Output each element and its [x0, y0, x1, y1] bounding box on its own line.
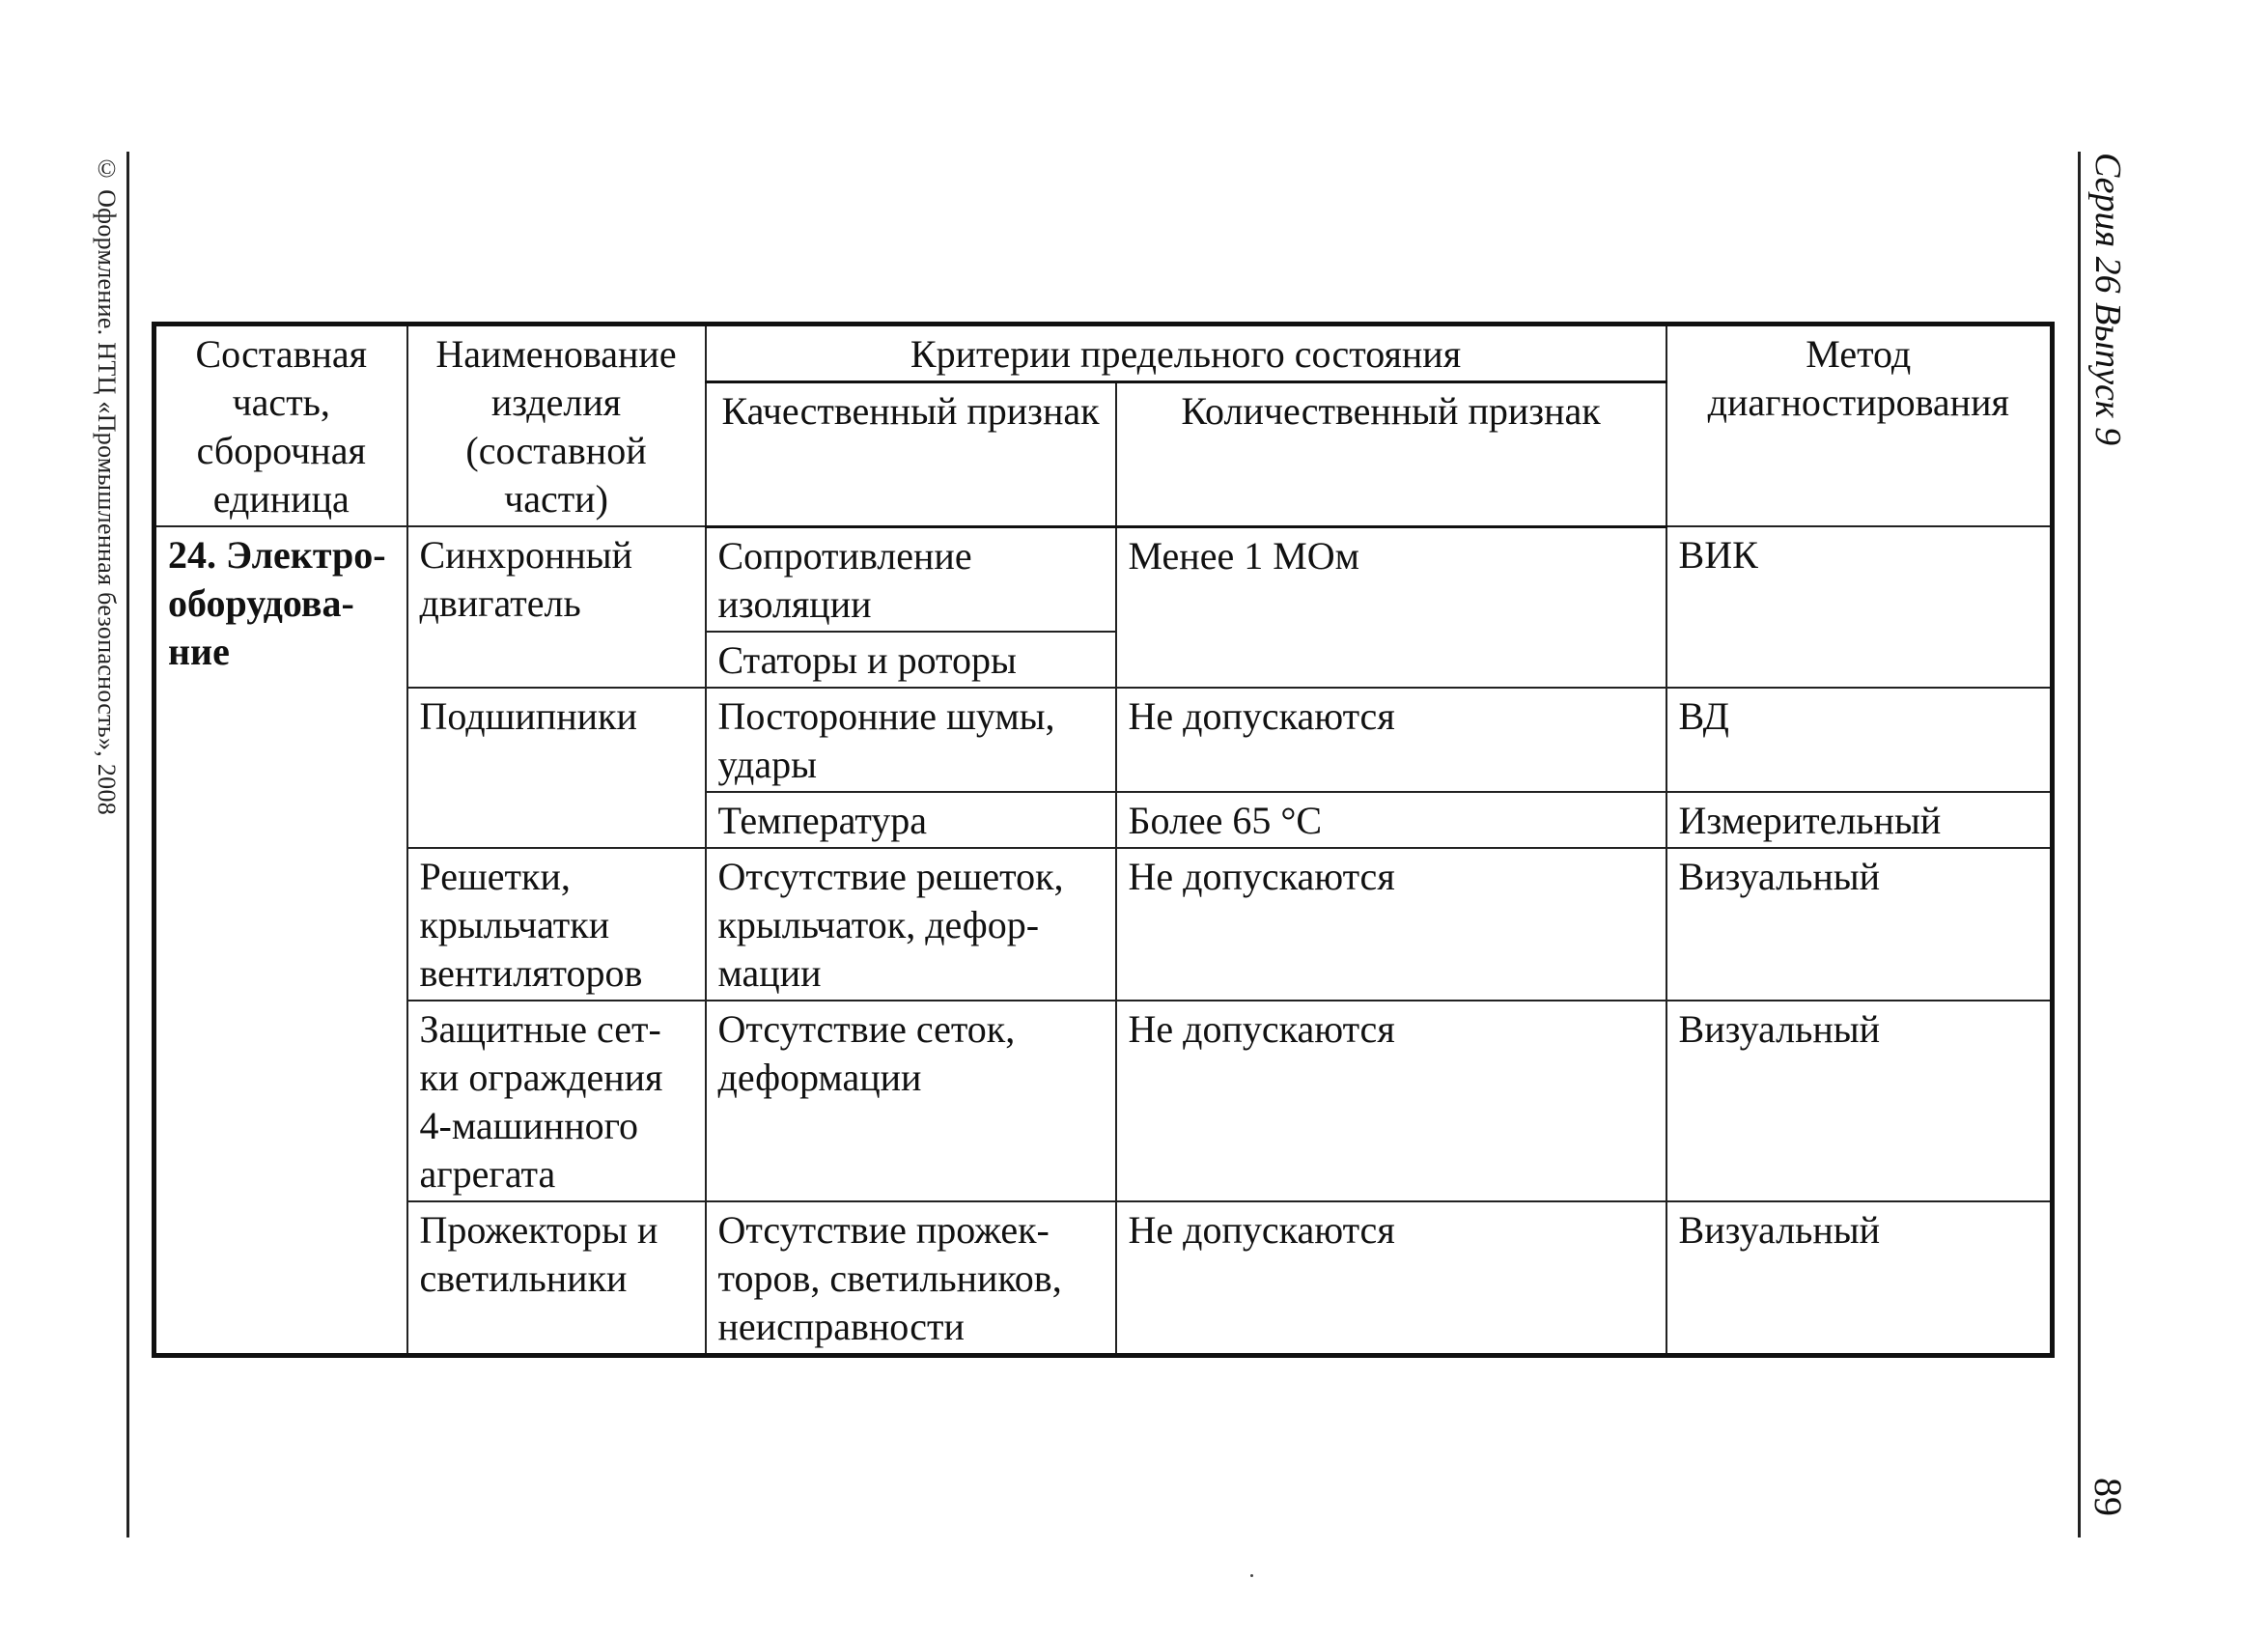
quantitative-cell: Более 65 °С	[1116, 792, 1666, 848]
quantitative-cell: Не допускаются	[1116, 1001, 1666, 1201]
method-cell: Измерительный	[1666, 792, 2053, 848]
item-name: Подшипники	[407, 688, 706, 848]
page-number: 89	[2086, 1478, 2130, 1516]
criteria-table	[152, 322, 2055, 1358]
table-row	[154, 1001, 2053, 1201]
header-quantitative: Количественный признак	[1116, 382, 1666, 526]
method-cell: ВИК	[1666, 526, 2053, 688]
item-name: Прожекторы и светильники	[407, 1201, 706, 1356]
left-margin-rule	[126, 152, 129, 1537]
header-component: Составная часть, сборочная единица	[154, 324, 407, 527]
table-row	[154, 688, 2053, 792]
header-criteria-group: Критерии предельного состояния	[706, 324, 1666, 382]
item-name: Решетки, крыльчатки вентиляторов	[407, 848, 706, 1001]
method-cell: Визуальный	[1666, 1001, 2053, 1201]
qualitative-cell: Температура	[706, 792, 1116, 848]
method-cell: Визуальный	[1666, 848, 2053, 1001]
table-row	[154, 1201, 2053, 1356]
qualitative-cell: Статоры и роторы	[706, 632, 1116, 688]
method-cell: ВД	[1666, 688, 2053, 792]
quantitative-cell: Не допускаются	[1116, 688, 1666, 792]
quantitative-cell: Не допускаются	[1116, 848, 1666, 1001]
qualitative-cell: Посторонние шумы, удары	[706, 688, 1116, 792]
header-row	[154, 324, 2053, 382]
qualitative-cell: Отсутствие решеток, крыльчаток, дефор-мации	[706, 848, 1116, 1001]
item-name: Защитные сет-ки ограждения 4-машинного агрегата	[407, 1001, 706, 1201]
quantitative-cell: Менее 1 МОм	[1116, 526, 1666, 688]
right-margin-rule	[2078, 152, 2081, 1537]
table-row	[154, 848, 2053, 1001]
qualitative-cell: Отсутствие сеток, деформации	[706, 1001, 1116, 1201]
header-method: Метод диагностирования	[1666, 324, 2053, 527]
scan-dot	[1250, 1574, 1253, 1577]
section-title: 24. Электро-оборудова-ние	[154, 526, 407, 1355]
header-qualitative: Качественный признак	[706, 382, 1116, 526]
series-header: Серия 26 Выпуск 9	[2087, 153, 2128, 446]
copyright-notice: © Оформление. НТЦ «Промышленная безопасность», 2008	[93, 155, 121, 816]
header-product-name: Наименование изделия (составной части)	[407, 324, 706, 527]
method-cell: Визуальный	[1666, 1201, 2053, 1356]
table-row	[154, 526, 2053, 632]
quantitative-cell: Не допускаются	[1116, 1201, 1666, 1356]
qualitative-cell: Отсутствие прожек-торов, светильников, неисправности	[706, 1201, 1116, 1356]
qualitative-cell: Сопротивление изоляции	[706, 526, 1116, 632]
item-name: Синхронный двигатель	[407, 526, 706, 688]
